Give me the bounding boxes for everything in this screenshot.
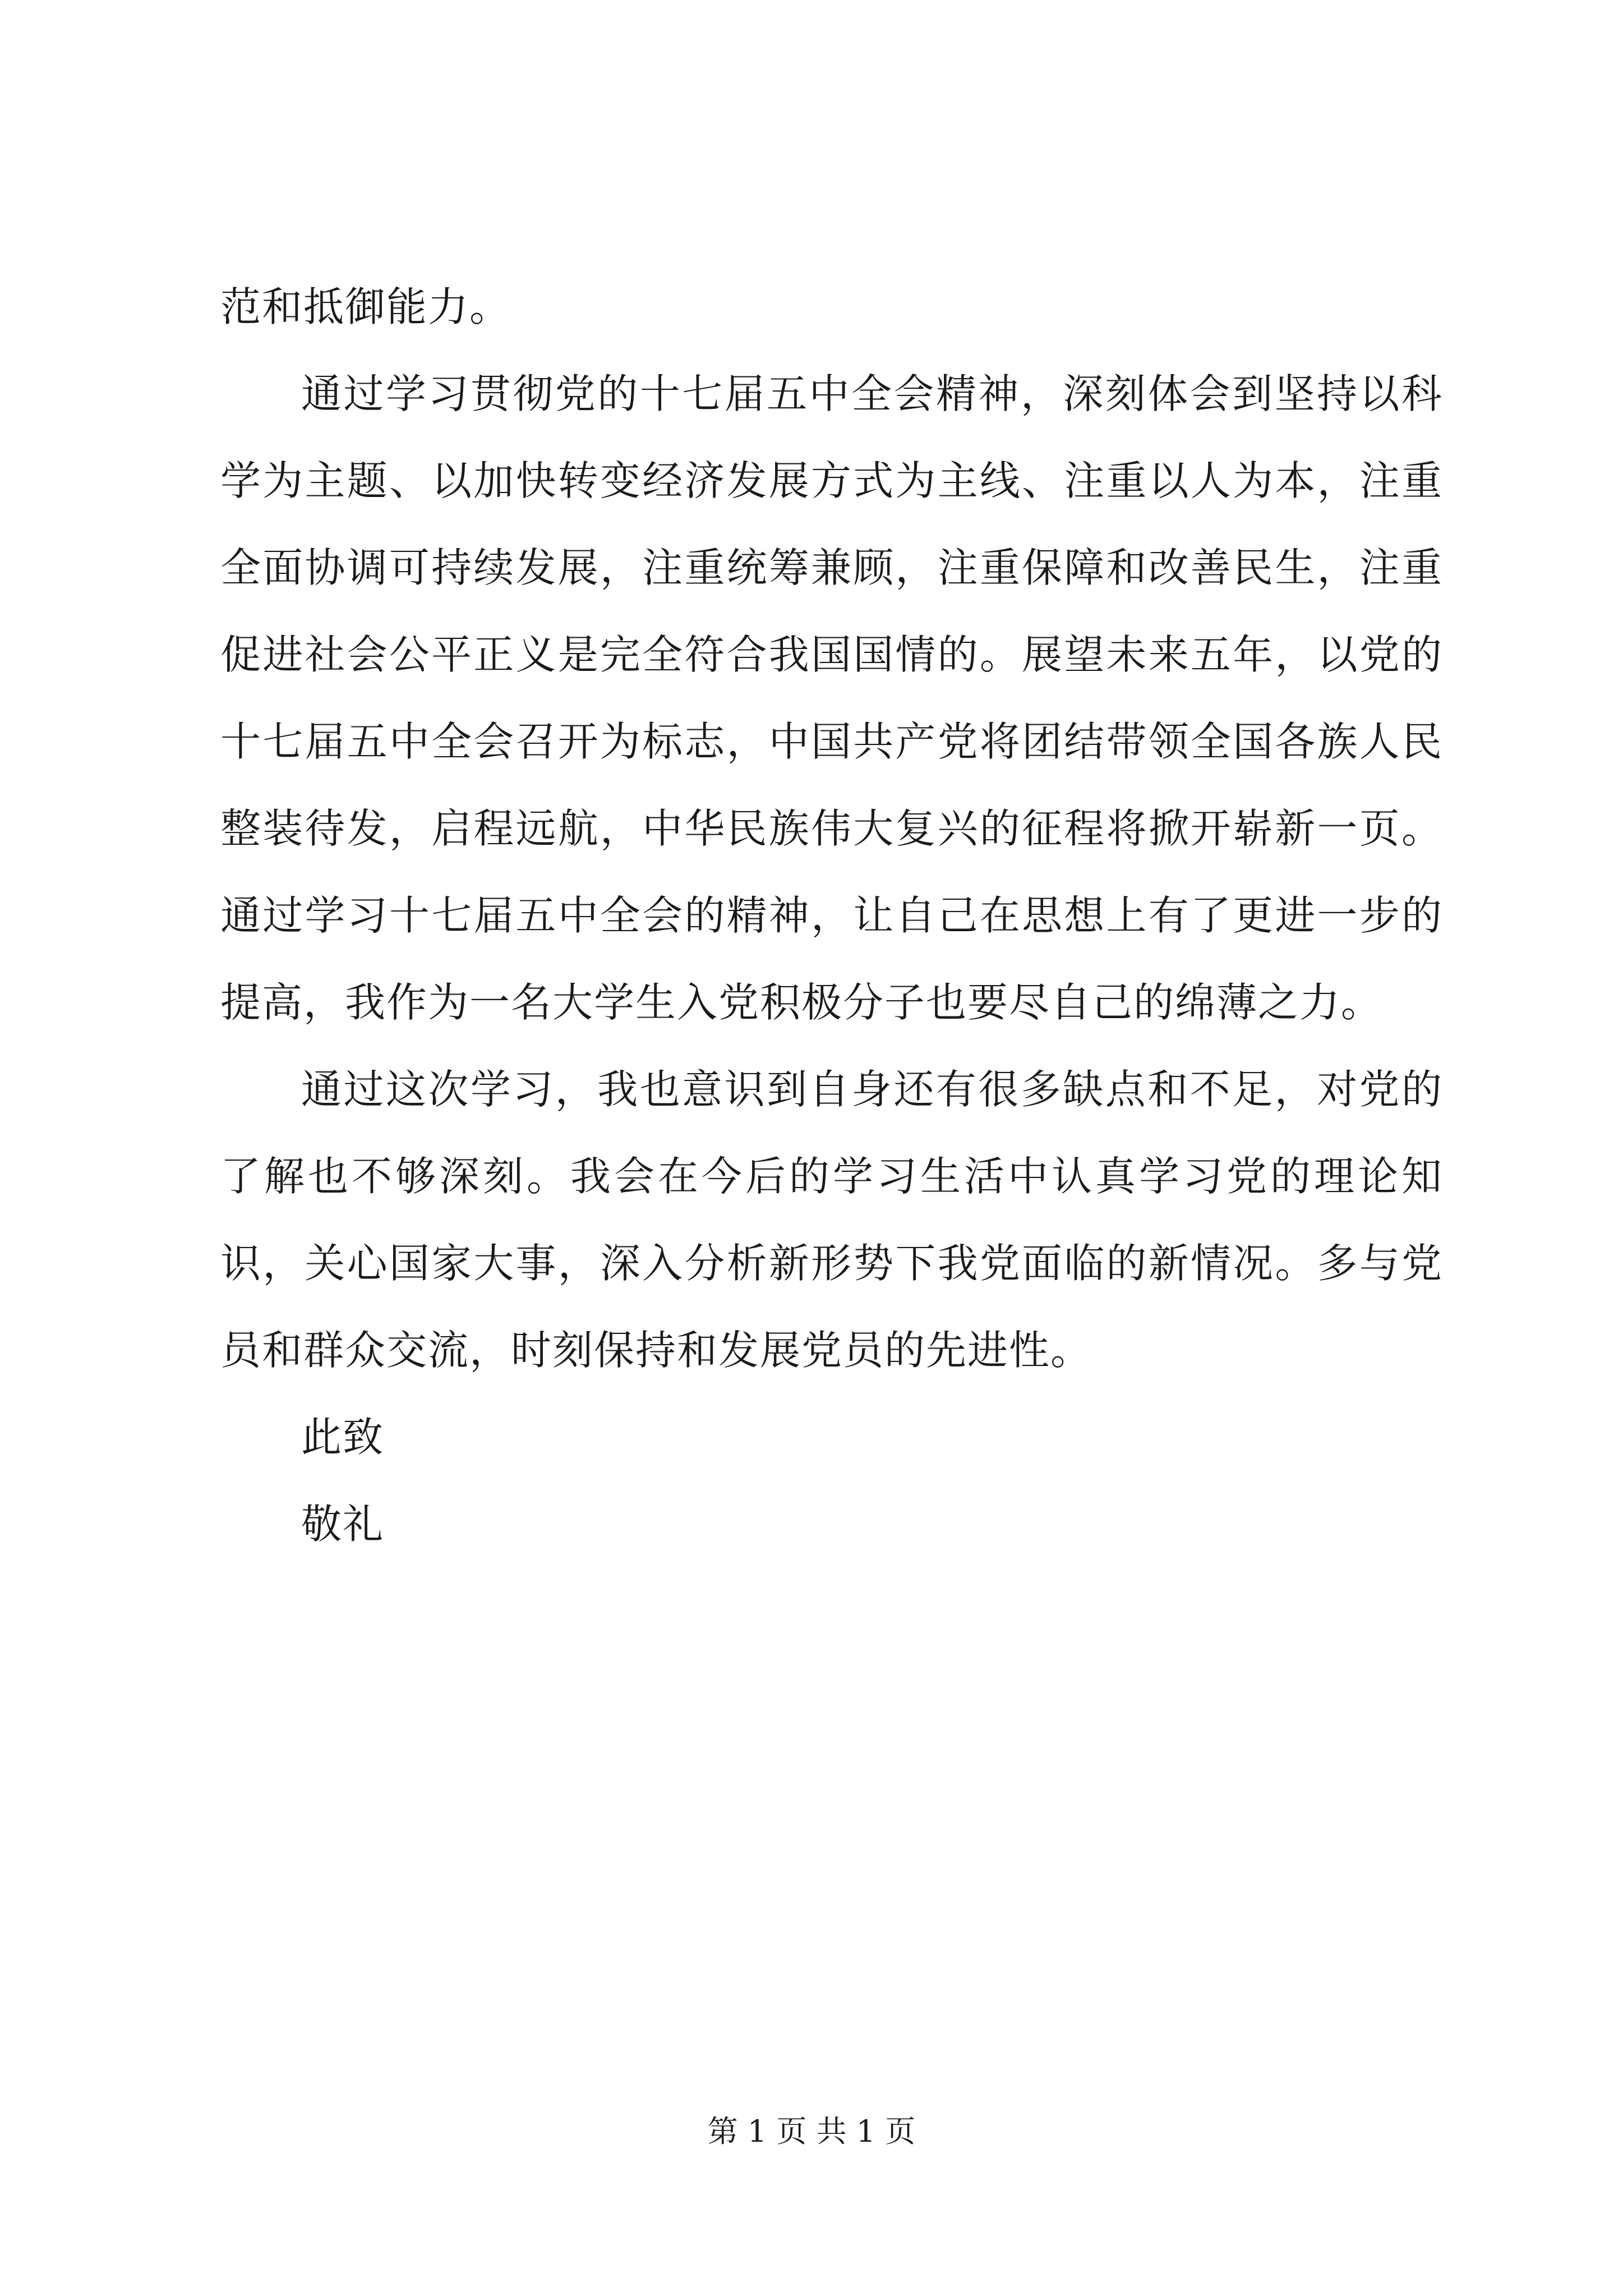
page-footer [0,2109,1623,2154]
paragraph-continuation: 范和抵御能力。 [220,283,511,330]
paragraph-study-reflection: 通过学习贯彻党的十七届五中全会精神，深刻体会到坚持以科学为主题、以加快转变经济发展方式为主线、注重以人为本，注重全面协调可持续发展，注重统筹兼顾，注重保障和改善民生，注重促进社会公平正义是完全符合我国国情的。展望未来五年，以党的十七届五中全会召开为标志，中国共产党将团结带领全国各族人民整装待发，启程远航，中华民族伟大复兴的征程将掀开崭新一页。通过学习十七届五中全会的精神，让自己在思想上有了更进一步的提高，我作为一名大学生入党积极分子也要尽自己的绵薄之力。 [220,370,1443,1026]
paragraph-self-assessment: 通过这次学习，我也意识到自身还有很多缺点和不足，对党的了解也不够深刻。我会在今后的学习生活中认真学习党的理论知识，关心国家大事，深入分析新形势下我党面临的新情况。多与党员和群众交流，时刻保持和发展党员的先进性。 [220,1066,1443,1374]
page-number: 第 1 页 共 1 页 [707,2114,916,2149]
closing-salutation: 此致 [301,1414,385,1461]
closing-regards: 敬礼 [301,1501,385,1548]
document-body [220,264,1443,1568]
